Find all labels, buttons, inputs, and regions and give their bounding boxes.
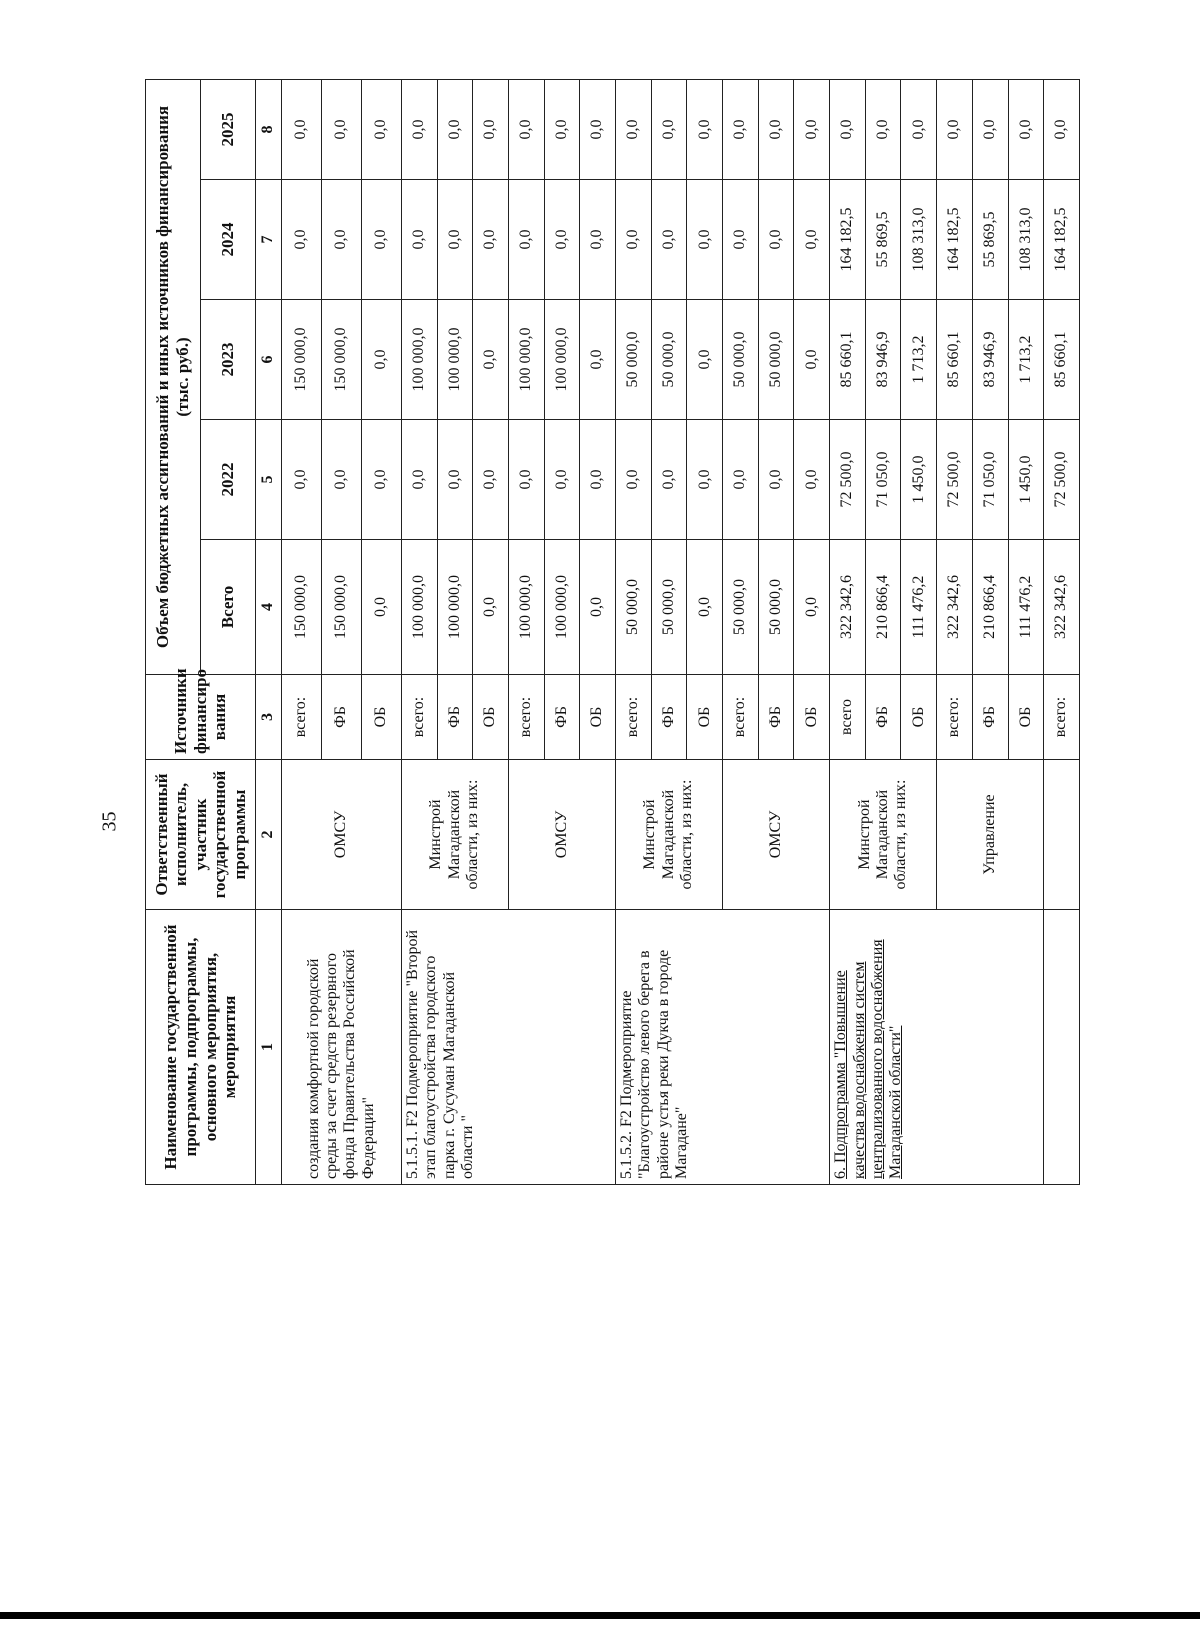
value-cell: 0,0 bbox=[321, 420, 361, 540]
rotated-table-container bbox=[145, 80, 1080, 1185]
value-cell: 150 000,0 bbox=[282, 540, 322, 675]
value-cell: 0,0 bbox=[972, 79, 1008, 179]
header-2023: 2023 bbox=[201, 300, 256, 420]
value-cell: 0,0 bbox=[580, 540, 616, 675]
value-cell: 0,0 bbox=[830, 79, 866, 179]
value-cell: 108 313,0 bbox=[1008, 180, 1044, 300]
value-cell: 150 000,0 bbox=[321, 300, 361, 420]
source-cell: всего: bbox=[401, 675, 437, 760]
value-cell: 0,0 bbox=[758, 420, 794, 540]
value-cell: 0,0 bbox=[794, 420, 830, 540]
source-cell: всего: bbox=[508, 675, 544, 760]
value-cell: 85 660,1 bbox=[1044, 300, 1080, 420]
source-cell: ОБ bbox=[794, 675, 830, 760]
value-cell: 100 000,0 bbox=[437, 300, 473, 420]
value-cell: 0,0 bbox=[687, 300, 723, 420]
table-row bbox=[830, 79, 866, 1184]
table-row bbox=[615, 79, 651, 1184]
value-cell: 0,0 bbox=[723, 420, 759, 540]
value-cell: 0,0 bbox=[723, 180, 759, 300]
value-cell: 210 866,4 bbox=[972, 540, 1008, 675]
value-cell: 0,0 bbox=[580, 300, 616, 420]
source-cell: ФБ bbox=[321, 675, 361, 760]
value-cell: 0,0 bbox=[687, 420, 723, 540]
value-cell: 0,0 bbox=[361, 540, 401, 675]
value-cell: 71 050,0 bbox=[865, 420, 901, 540]
value-cell: 100 000,0 bbox=[401, 540, 437, 675]
header-executor: Ответственный исполнитель, участник государственной программы bbox=[146, 760, 256, 910]
value-cell: 0,0 bbox=[865, 79, 901, 179]
header-name: Наименование государственной программы, подпрограммы, основного мероприятия, мероприятия bbox=[146, 910, 256, 1185]
table-row bbox=[282, 79, 322, 1184]
executor-cell: ОМСУ bbox=[282, 760, 402, 910]
value-cell: 322 342,6 bbox=[1044, 540, 1080, 675]
value-cell: 150 000,0 bbox=[282, 300, 322, 420]
col-number: 1 bbox=[256, 910, 282, 1185]
page-number: 35 bbox=[98, 811, 121, 832]
item-name: 5.1.5.2. F2 Подмероприятие "Благоустройство левого берега в районе устья реки Дукча в городе Магадане" bbox=[615, 910, 829, 1185]
value-cell: 210 866,4 bbox=[865, 540, 901, 675]
value-cell: 0,0 bbox=[282, 420, 322, 540]
value-cell: 1 450,0 bbox=[1008, 420, 1044, 540]
col-number: 5 bbox=[256, 420, 282, 540]
value-cell: 72 500,0 bbox=[830, 420, 866, 540]
value-cell: 0,0 bbox=[937, 79, 973, 179]
col-number: 4 bbox=[256, 540, 282, 675]
value-cell: 0,0 bbox=[321, 180, 361, 300]
value-cell: 1 450,0 bbox=[901, 420, 937, 540]
item-name: создания комфортной городской среды за счет средств резервного фонда Правительства Российской Федерации" bbox=[282, 910, 402, 1185]
value-cell: 72 500,0 bbox=[1044, 420, 1080, 540]
source-cell: ОБ bbox=[687, 675, 723, 760]
value-cell: 0,0 bbox=[687, 79, 723, 179]
value-cell: 50 000,0 bbox=[615, 540, 651, 675]
value-cell: 0,0 bbox=[361, 180, 401, 300]
value-cell: 0,0 bbox=[580, 420, 616, 540]
value-cell: 0,0 bbox=[794, 540, 830, 675]
budget-table bbox=[145, 79, 1080, 1185]
value-cell: 0,0 bbox=[794, 300, 830, 420]
header-2025: 2025 bbox=[201, 79, 256, 179]
value-cell: 0,0 bbox=[615, 180, 651, 300]
source-cell: всего: bbox=[615, 675, 651, 760]
subprogram-name: 6. Подпрограмма "Повышение качества водоснабжения систем централизованного водоснабжения Магаданской области" bbox=[830, 910, 1044, 1185]
col-number: 2 bbox=[256, 760, 282, 910]
value-cell: 55 869,5 bbox=[865, 180, 901, 300]
value-cell: 100 000,0 bbox=[544, 300, 580, 420]
value-cell: 1 713,2 bbox=[901, 300, 937, 420]
value-cell: 0,0 bbox=[282, 180, 322, 300]
executor-cell: Минстрой Магаданской области, из них: bbox=[615, 760, 722, 910]
value-cell: 100 000,0 bbox=[437, 540, 473, 675]
value-cell: 71 050,0 bbox=[972, 420, 1008, 540]
value-cell: 0,0 bbox=[361, 79, 401, 179]
value-cell: 0,0 bbox=[544, 420, 580, 540]
source-cell: ФБ bbox=[865, 675, 901, 760]
value-cell: 0,0 bbox=[580, 180, 616, 300]
source-cell: ФБ bbox=[544, 675, 580, 760]
value-cell: 0,0 bbox=[437, 79, 473, 179]
source-cell: ОБ bbox=[1008, 675, 1044, 760]
value-cell: 100 000,0 bbox=[544, 540, 580, 675]
value-cell: 83 946,9 bbox=[865, 300, 901, 420]
source-cell: ОБ bbox=[901, 675, 937, 760]
source-cell: всего: bbox=[723, 675, 759, 760]
value-cell: 0,0 bbox=[1008, 79, 1044, 179]
value-cell: 50 000,0 bbox=[723, 300, 759, 420]
value-cell: 0,0 bbox=[615, 79, 651, 179]
value-cell: 0,0 bbox=[687, 540, 723, 675]
value-cell: 100 000,0 bbox=[401, 300, 437, 420]
table-row bbox=[401, 79, 437, 1184]
value-cell: 322 342,6 bbox=[830, 540, 866, 675]
value-cell: 0,0 bbox=[361, 420, 401, 540]
value-cell: 0,0 bbox=[758, 79, 794, 179]
value-cell: 0,0 bbox=[544, 79, 580, 179]
value-cell: 0,0 bbox=[1044, 79, 1080, 179]
executor-cell: ОМСУ bbox=[723, 760, 830, 910]
value-cell: 0,0 bbox=[615, 420, 651, 540]
value-cell: 111 476,2 bbox=[1008, 540, 1044, 675]
item-name: 5.1.5.1. F2 Подмероприятие "Второй этап благоустройства городского парка г. Сусуман Магаданской области " bbox=[401, 910, 615, 1185]
executor-cell: Минстрой Магаданской области, из них: bbox=[401, 760, 508, 910]
source-cell: ОБ bbox=[580, 675, 616, 760]
value-cell: 50 000,0 bbox=[758, 540, 794, 675]
value-cell: 0,0 bbox=[794, 79, 830, 179]
value-cell: 0,0 bbox=[580, 79, 616, 179]
header-total: Всего bbox=[201, 540, 256, 675]
col-number: 3 bbox=[256, 675, 282, 760]
value-cell: 0,0 bbox=[282, 79, 322, 179]
value-cell: 0,0 bbox=[401, 420, 437, 540]
value-cell: 0,0 bbox=[794, 180, 830, 300]
value-cell: 85 660,1 bbox=[937, 300, 973, 420]
value-cell: 83 946,9 bbox=[972, 300, 1008, 420]
value-cell: 100 000,0 bbox=[508, 540, 544, 675]
value-cell: 0,0 bbox=[437, 180, 473, 300]
value-cell: 50 000,0 bbox=[651, 540, 687, 675]
item-name bbox=[1044, 910, 1080, 1185]
source-cell: ОБ bbox=[473, 675, 509, 760]
source-cell: ФБ bbox=[972, 675, 1008, 760]
source-cell: ФБ bbox=[651, 675, 687, 760]
source-cell: всего bbox=[830, 675, 866, 760]
source-cell: ФБ bbox=[437, 675, 473, 760]
source-cell: ФБ bbox=[758, 675, 794, 760]
source-cell: всего: bbox=[1044, 675, 1080, 760]
value-cell: 50 000,0 bbox=[723, 540, 759, 675]
value-cell: 72 500,0 bbox=[937, 420, 973, 540]
header-volume: Объем бюджетных ассигнований и иных источников финансирования (тыс. руб.) bbox=[146, 79, 201, 674]
value-cell: 150 000,0 bbox=[321, 540, 361, 675]
value-cell: 0,0 bbox=[401, 79, 437, 179]
value-cell: 108 313,0 bbox=[901, 180, 937, 300]
value-cell: 50 000,0 bbox=[651, 300, 687, 420]
value-cell: 0,0 bbox=[544, 180, 580, 300]
value-cell: 0,0 bbox=[651, 79, 687, 179]
value-cell: 0,0 bbox=[437, 420, 473, 540]
value-cell: 322 342,6 bbox=[937, 540, 973, 675]
source-cell: ОБ bbox=[361, 675, 401, 760]
source-cell: всего: bbox=[937, 675, 973, 760]
header-2024: 2024 bbox=[201, 180, 256, 300]
value-cell: 55 869,5 bbox=[972, 180, 1008, 300]
header-source: Источники финансиро вания bbox=[146, 675, 256, 760]
value-cell: 0,0 bbox=[473, 300, 509, 420]
value-cell: 0,0 bbox=[401, 180, 437, 300]
table-row bbox=[1044, 79, 1080, 1184]
value-cell: 0,0 bbox=[687, 180, 723, 300]
value-cell: 164 182,5 bbox=[1044, 180, 1080, 300]
value-cell: 0,0 bbox=[508, 180, 544, 300]
value-cell: 100 000,0 bbox=[508, 300, 544, 420]
executor-cell: Минстрой Магаданской области, из них: bbox=[830, 760, 937, 910]
value-cell: 0,0 bbox=[758, 180, 794, 300]
value-cell: 0,0 bbox=[508, 420, 544, 540]
value-cell: 85 660,1 bbox=[830, 300, 866, 420]
value-cell: 0,0 bbox=[651, 420, 687, 540]
value-cell: 111 476,2 bbox=[901, 540, 937, 675]
executor-cell: ОМСУ bbox=[508, 760, 615, 910]
value-cell: 0,0 bbox=[473, 540, 509, 675]
value-cell: 0,0 bbox=[473, 420, 509, 540]
value-cell: 50 000,0 bbox=[615, 300, 651, 420]
value-cell: 0,0 bbox=[473, 180, 509, 300]
header-2022: 2022 bbox=[201, 420, 256, 540]
value-cell: 0,0 bbox=[651, 180, 687, 300]
value-cell: 164 182,5 bbox=[937, 180, 973, 300]
value-cell: 0,0 bbox=[361, 300, 401, 420]
value-cell: 0,0 bbox=[723, 79, 759, 179]
value-cell: 164 182,5 bbox=[830, 180, 866, 300]
value-cell: 0,0 bbox=[508, 79, 544, 179]
col-number: 7 bbox=[256, 180, 282, 300]
value-cell: 0,0 bbox=[901, 79, 937, 179]
source-cell: всего: bbox=[282, 675, 322, 760]
executor-cell bbox=[1044, 760, 1080, 910]
value-cell: 0,0 bbox=[473, 79, 509, 179]
executor-cell: Управление bbox=[937, 760, 1044, 910]
value-cell: 1 713,2 bbox=[1008, 300, 1044, 420]
value-cell: 0,0 bbox=[321, 79, 361, 179]
col-number: 8 bbox=[256, 79, 282, 179]
scan-edge-bar bbox=[0, 1612, 1200, 1619]
value-cell: 50 000,0 bbox=[758, 300, 794, 420]
col-number: 6 bbox=[256, 300, 282, 420]
